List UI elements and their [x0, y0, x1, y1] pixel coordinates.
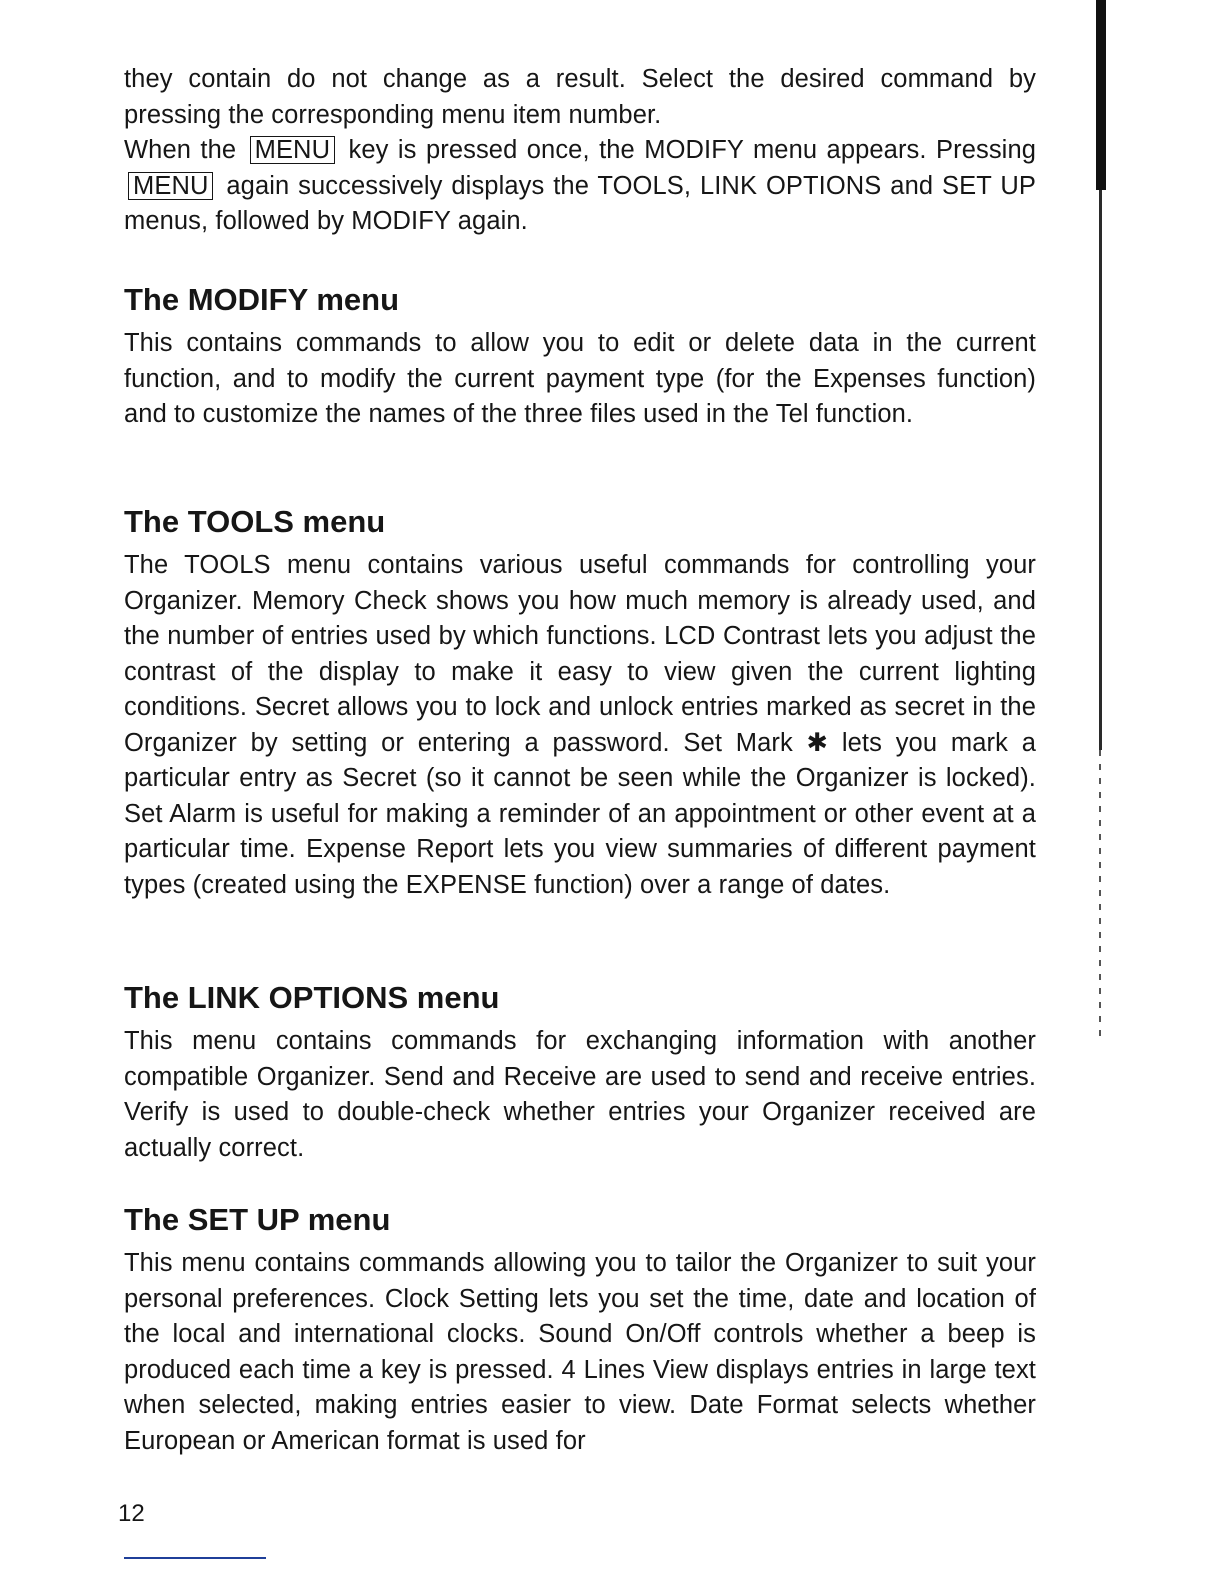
section-body: This contains commands to allow you to edit or delete data in the current function, and to modify the current payment type (for the Expenses function) and to customize the names of the three files used in the Tel function. [124, 329, 1036, 428]
section-body: This menu contains commands for exchanging information with another compatible Organizer. Send and Receive are used to send and receive entries. Verify is used to double-check whether entries your Organizer received are actually correct. [124, 1027, 1036, 1162]
section-tools-menu [124, 502, 1036, 903]
intro-text-3: key is pressed once, the MODIFY menu appears. Pressing [348, 136, 1037, 164]
section-heading: The MODIFY menu [124, 282, 400, 317]
intro-text-4: again successively displays the TOOLS, LINK OPTIONS and SET UP menus, followed by MODIFY again. [124, 171, 1036, 235]
section-heading: The LINK OPTIONS menu [124, 980, 500, 1015]
section-modify-menu [124, 280, 1036, 433]
section-heading: The TOOLS menu [124, 504, 386, 539]
intro-paragraph [124, 62, 1036, 240]
section-body: This menu contains commands allowing you to tailor the Organizer to suit your personal preferences. Clock Setting lets you set the time, date and location of the local and international clocks. Sound On/Off controls whether a beep is produced each time a key is pressed. 4 Lines View displays entries in large text when selected, making entries easier to view. Date Format selects whether European or American format is used for [124, 1249, 1036, 1455]
intro-text-2: When the [124, 136, 237, 164]
section-heading: The SET UP menu [124, 1202, 391, 1237]
intro-text-1: they contain do not change as a result. Select the desired command by pressing the corresponding menu item number. [124, 65, 1036, 129]
menu-key-label: MENU [250, 136, 335, 164]
binding-edge-faint [1099, 750, 1101, 1040]
page-number: 12 [118, 1500, 145, 1527]
intro-block [124, 62, 1036, 240]
footer-rule [124, 1557, 266, 1559]
menu-key-label-2: MENU [128, 172, 213, 200]
section-set-up-menu [124, 1200, 1036, 1459]
section-link-options-menu [124, 978, 1036, 1166]
section-body: The TOOLS menu contains various useful commands for controlling your Organizer. Memory Check shows you how much memory is already used, and the number of entries used by which functions. LCD Contrast lets you adjust the contrast of the display to make it easy to view given the current lighting conditions. Secret allows you to lock and unlock entries marked as secret in the Organizer by setting or entering a password. Set Mark ✱ lets you mark a particular entry as Secret (so it cannot be seen while the Organizer is locked). Set Alarm is useful for making a reminder of an appointment or other event at a particular time. Expense Report lets you view summaries of different payment types (created using the EXPENSE function) over a range of dates. [124, 551, 1036, 899]
binding-shadow [1096, 0, 1106, 190]
binding-edge [1099, 190, 1102, 750]
